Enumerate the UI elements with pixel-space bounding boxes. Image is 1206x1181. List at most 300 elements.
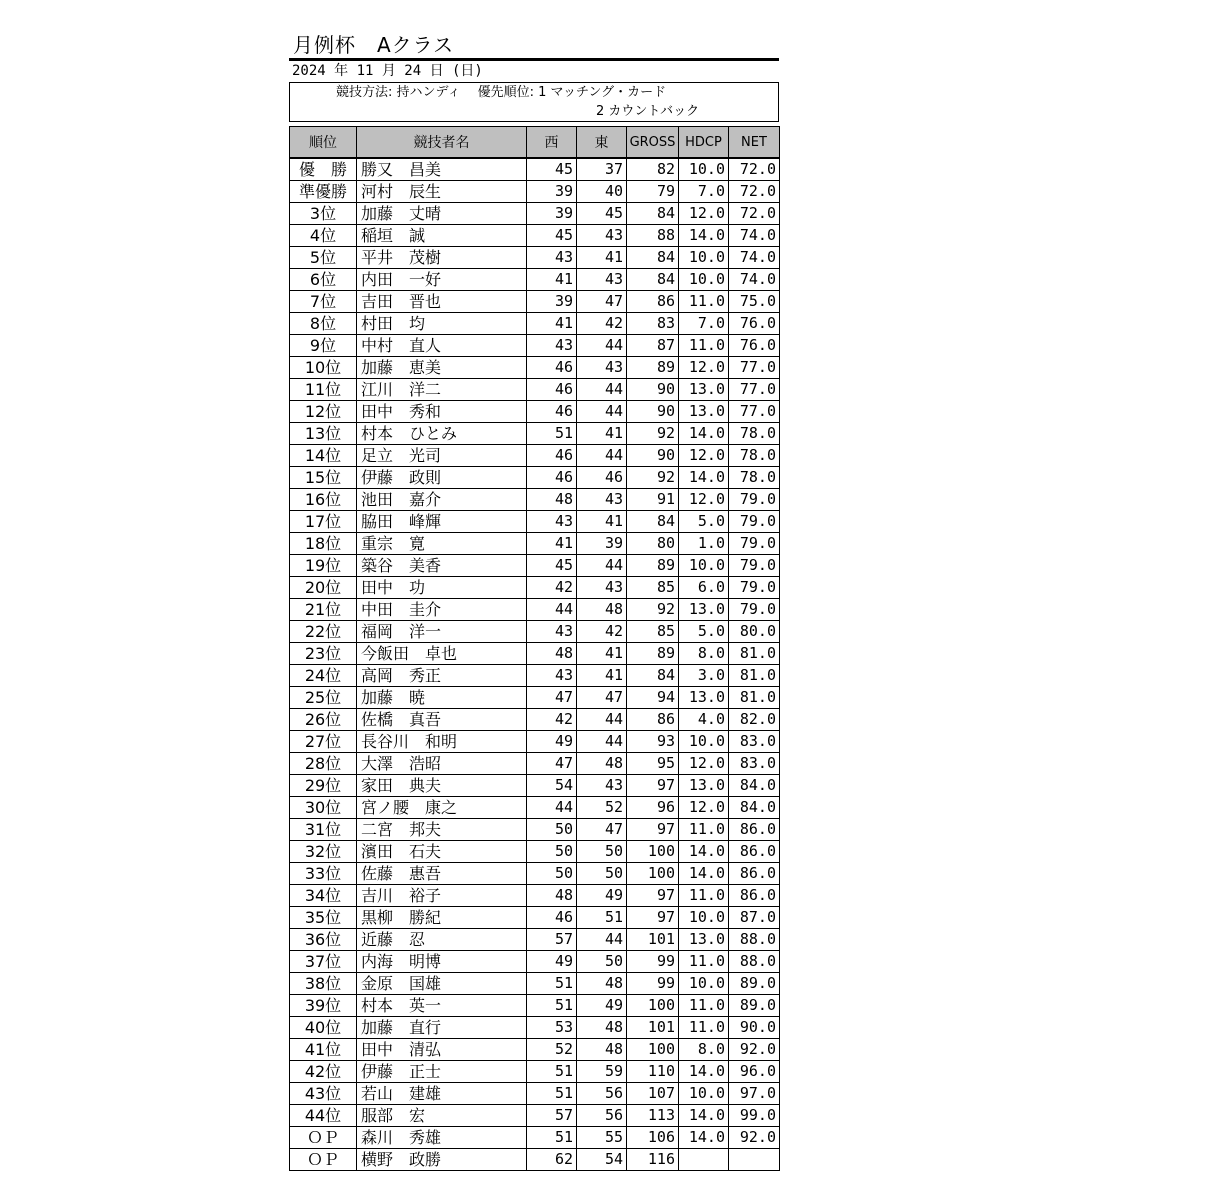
net-score-cell: 78.0 xyxy=(729,445,780,467)
header-hdcp: HDCP xyxy=(679,127,729,159)
rank-cell: 38位 xyxy=(290,973,357,995)
west-score-cell: 51 xyxy=(527,973,577,995)
table-row xyxy=(290,731,780,753)
net-score-cell: 78.0 xyxy=(729,467,780,489)
player-name-cell: 佐藤 惠吾 xyxy=(357,863,527,885)
table-row xyxy=(290,599,780,621)
player-name-cell: 横野 政勝 xyxy=(357,1149,527,1171)
east-score-cell: 41 xyxy=(577,247,627,269)
gross-score-cell: 84 xyxy=(627,665,679,687)
table-row xyxy=(290,181,780,203)
rank-cell: 24位 xyxy=(290,665,357,687)
east-score-cell: 48 xyxy=(577,599,627,621)
sheet-title: 月例杯 Aクラス xyxy=(293,33,455,57)
gross-score-cell: 79 xyxy=(627,181,679,203)
player-name-cell: 池田 嘉介 xyxy=(357,489,527,511)
table-row xyxy=(290,995,780,1017)
east-score-cell: 40 xyxy=(577,181,627,203)
rank-cell: 28位 xyxy=(290,753,357,775)
table-row xyxy=(290,1127,780,1149)
east-score-cell: 43 xyxy=(577,269,627,291)
east-score-cell: 48 xyxy=(577,1039,627,1061)
table-row xyxy=(290,973,780,995)
west-score-cell: 43 xyxy=(527,665,577,687)
table-row xyxy=(290,753,780,775)
west-score-cell: 50 xyxy=(527,841,577,863)
west-score-cell: 46 xyxy=(527,907,577,929)
competition-method-box xyxy=(289,82,779,122)
handicap-cell: 13.0 xyxy=(679,379,729,401)
gross-score-cell: 100 xyxy=(627,863,679,885)
gross-score-cell: 84 xyxy=(627,203,679,225)
handicap-cell: 14.0 xyxy=(679,467,729,489)
table-row xyxy=(290,533,780,555)
gross-score-cell: 95 xyxy=(627,753,679,775)
east-score-cell: 48 xyxy=(577,753,627,775)
west-score-cell: 46 xyxy=(527,379,577,401)
gross-score-cell: 93 xyxy=(627,731,679,753)
east-score-cell: 55 xyxy=(577,1127,627,1149)
net-score-cell: 87.0 xyxy=(729,907,780,929)
net-score-cell: 86.0 xyxy=(729,841,780,863)
table-row xyxy=(290,907,780,929)
table-row xyxy=(290,775,780,797)
handicap-cell: 10.0 xyxy=(679,247,729,269)
net-score-cell xyxy=(729,1149,780,1171)
net-score-cell: 74.0 xyxy=(729,225,780,247)
east-score-cell: 44 xyxy=(577,709,627,731)
east-score-cell: 50 xyxy=(577,863,627,885)
west-score-cell: 43 xyxy=(527,335,577,357)
gross-score-cell: 100 xyxy=(627,995,679,1017)
gross-score-cell: 116 xyxy=(627,1149,679,1171)
west-score-cell: 42 xyxy=(527,709,577,731)
table-row xyxy=(290,1017,780,1039)
rank-cell: 22位 xyxy=(290,621,357,643)
west-score-cell: 44 xyxy=(527,797,577,819)
rank-cell: 25位 xyxy=(290,687,357,709)
east-score-cell: 51 xyxy=(577,907,627,929)
rank-cell: 30位 xyxy=(290,797,357,819)
player-name-cell: 宮ノ腰 康之 xyxy=(357,797,527,819)
player-name-cell: 濱田 石夫 xyxy=(357,841,527,863)
handicap-cell: 10.0 xyxy=(679,158,729,181)
table-row xyxy=(290,885,780,907)
east-score-cell: 47 xyxy=(577,819,627,841)
net-score-cell: 81.0 xyxy=(729,643,780,665)
player-name-cell: 加藤 丈晴 xyxy=(357,203,527,225)
handicap-cell: 7.0 xyxy=(679,313,729,335)
rank-cell: 14位 xyxy=(290,445,357,467)
east-score-cell: 39 xyxy=(577,533,627,555)
east-score-cell: 41 xyxy=(577,423,627,445)
rank-cell: ＯＰ xyxy=(290,1127,357,1149)
handicap-cell: 8.0 xyxy=(679,1039,729,1061)
west-score-cell: 51 xyxy=(527,1127,577,1149)
handicap-cell: 14.0 xyxy=(679,423,729,445)
gross-score-cell: 106 xyxy=(627,1127,679,1149)
gross-score-cell: 92 xyxy=(627,599,679,621)
net-score-cell: 99.0 xyxy=(729,1105,780,1127)
net-score-cell: 84.0 xyxy=(729,775,780,797)
net-score-cell: 88.0 xyxy=(729,951,780,973)
net-score-cell: 89.0 xyxy=(729,995,780,1017)
gross-score-cell: 91 xyxy=(627,489,679,511)
west-score-cell: 46 xyxy=(527,401,577,423)
rank-cell: 33位 xyxy=(290,863,357,885)
table-row xyxy=(290,797,780,819)
table-header-row xyxy=(290,127,780,159)
gross-score-cell: 110 xyxy=(627,1061,679,1083)
table-row xyxy=(290,445,780,467)
handicap-cell: 11.0 xyxy=(679,335,729,357)
west-score-cell: 41 xyxy=(527,533,577,555)
table-row xyxy=(290,577,780,599)
table-row xyxy=(290,621,780,643)
east-score-cell: 43 xyxy=(577,577,627,599)
handicap-cell: 10.0 xyxy=(679,973,729,995)
rank-cell: 23位 xyxy=(290,643,357,665)
west-score-cell: 44 xyxy=(527,599,577,621)
net-score-cell: 72.0 xyxy=(729,158,780,181)
west-score-cell: 43 xyxy=(527,511,577,533)
net-score-cell: 81.0 xyxy=(729,687,780,709)
net-score-cell: 79.0 xyxy=(729,533,780,555)
net-score-cell: 79.0 xyxy=(729,577,780,599)
net-score-cell: 75.0 xyxy=(729,291,780,313)
handicap-cell: 8.0 xyxy=(679,643,729,665)
rank-cell: 37位 xyxy=(290,951,357,973)
player-name-cell: 加藤 暁 xyxy=(357,687,527,709)
header-net: NET xyxy=(729,127,780,159)
player-name-cell: 田中 清弘 xyxy=(357,1039,527,1061)
player-name-cell: 内田 一好 xyxy=(357,269,527,291)
gross-score-cell: 90 xyxy=(627,379,679,401)
gross-score-cell: 84 xyxy=(627,511,679,533)
handicap-cell: 11.0 xyxy=(679,291,729,313)
gross-score-cell: 97 xyxy=(627,775,679,797)
handicap-cell: 11.0 xyxy=(679,951,729,973)
handicap-cell: 14.0 xyxy=(679,863,729,885)
net-score-cell: 79.0 xyxy=(729,555,780,577)
west-score-cell: 39 xyxy=(527,291,577,313)
net-score-cell: 86.0 xyxy=(729,819,780,841)
handicap-cell: 13.0 xyxy=(679,401,729,423)
net-score-cell: 77.0 xyxy=(729,401,780,423)
handicap-cell: 6.0 xyxy=(679,577,729,599)
handicap-cell: 14.0 xyxy=(679,1061,729,1083)
east-score-cell: 44 xyxy=(577,445,627,467)
rank-cell: 26位 xyxy=(290,709,357,731)
player-name-cell: 伊藤 政則 xyxy=(357,467,527,489)
gross-score-cell: 107 xyxy=(627,1083,679,1105)
rank-cell: 優 勝 xyxy=(290,158,357,181)
handicap-cell: 10.0 xyxy=(679,907,729,929)
table-row xyxy=(290,423,780,445)
gross-score-cell: 113 xyxy=(627,1105,679,1127)
rank-cell: ＯＰ xyxy=(290,1149,357,1171)
east-score-cell: 37 xyxy=(577,158,627,181)
player-name-cell: 平井 茂樹 xyxy=(357,247,527,269)
player-name-cell: 内海 明博 xyxy=(357,951,527,973)
player-name-cell: 近藤 忍 xyxy=(357,929,527,951)
handicap-cell: 11.0 xyxy=(679,885,729,907)
player-name-cell: 村本 英一 xyxy=(357,995,527,1017)
rank-cell: 8位 xyxy=(290,313,357,335)
west-score-cell: 51 xyxy=(527,423,577,445)
gross-score-cell: 101 xyxy=(627,1017,679,1039)
handicap-cell: 14.0 xyxy=(679,1127,729,1149)
table-row xyxy=(290,709,780,731)
east-score-cell: 43 xyxy=(577,489,627,511)
handicap-cell: 4.0 xyxy=(679,709,729,731)
table-row xyxy=(290,467,780,489)
gross-score-cell: 90 xyxy=(627,401,679,423)
net-score-cell: 79.0 xyxy=(729,489,780,511)
east-score-cell: 43 xyxy=(577,357,627,379)
west-score-cell: 48 xyxy=(527,489,577,511)
rank-cell: 42位 xyxy=(290,1061,357,1083)
east-score-cell: 41 xyxy=(577,511,627,533)
handicap-cell: 11.0 xyxy=(679,995,729,1017)
east-score-cell: 44 xyxy=(577,731,627,753)
west-score-cell: 39 xyxy=(527,203,577,225)
handicap-cell: 11.0 xyxy=(679,819,729,841)
net-score-cell: 86.0 xyxy=(729,885,780,907)
handicap-cell: 12.0 xyxy=(679,753,729,775)
player-name-cell: 今飯田 卓也 xyxy=(357,643,527,665)
gross-score-cell: 89 xyxy=(627,555,679,577)
net-score-cell: 88.0 xyxy=(729,929,780,951)
west-score-cell: 46 xyxy=(527,357,577,379)
table-row xyxy=(290,489,780,511)
net-score-cell: 72.0 xyxy=(729,181,780,203)
header-west: 西 xyxy=(527,127,577,159)
west-score-cell: 54 xyxy=(527,775,577,797)
net-score-cell: 81.0 xyxy=(729,665,780,687)
handicap-cell: 14.0 xyxy=(679,1105,729,1127)
rank-cell: 36位 xyxy=(290,929,357,951)
east-score-cell: 43 xyxy=(577,775,627,797)
gross-score-cell: 84 xyxy=(627,269,679,291)
net-score-cell: 82.0 xyxy=(729,709,780,731)
table-row xyxy=(290,1083,780,1105)
table-row xyxy=(290,313,780,335)
rank-cell: 17位 xyxy=(290,511,357,533)
gross-score-cell: 86 xyxy=(627,291,679,313)
west-score-cell: 45 xyxy=(527,225,577,247)
gross-score-cell: 101 xyxy=(627,929,679,951)
player-name-cell: 家田 典夫 xyxy=(357,775,527,797)
net-score-cell: 83.0 xyxy=(729,753,780,775)
header-rank: 順位 xyxy=(290,127,357,159)
east-score-cell: 41 xyxy=(577,665,627,687)
handicap-cell: 1.0 xyxy=(679,533,729,555)
net-score-cell: 92.0 xyxy=(729,1039,780,1061)
west-score-cell: 53 xyxy=(527,1017,577,1039)
gross-score-cell: 84 xyxy=(627,247,679,269)
player-name-cell: 吉田 晋也 xyxy=(357,291,527,313)
net-score-cell: 76.0 xyxy=(729,335,780,357)
rank-cell: 6位 xyxy=(290,269,357,291)
west-score-cell: 51 xyxy=(527,1083,577,1105)
east-score-cell: 48 xyxy=(577,1017,627,1039)
results-body xyxy=(290,158,780,1171)
east-score-cell: 56 xyxy=(577,1105,627,1127)
competition-method-line1: 競技方法: 持ハンディ 優先順位: 1 マッチング・カード xyxy=(336,85,667,100)
rank-cell: 43位 xyxy=(290,1083,357,1105)
gross-score-cell: 89 xyxy=(627,357,679,379)
west-score-cell: 50 xyxy=(527,819,577,841)
east-score-cell: 44 xyxy=(577,555,627,577)
west-score-cell: 39 xyxy=(527,181,577,203)
west-score-cell: 45 xyxy=(527,158,577,181)
player-name-cell: 高岡 秀正 xyxy=(357,665,527,687)
net-score-cell: 89.0 xyxy=(729,973,780,995)
net-score-cell: 86.0 xyxy=(729,863,780,885)
east-score-cell: 50 xyxy=(577,841,627,863)
east-score-cell: 44 xyxy=(577,401,627,423)
player-name-cell: 稲垣 誠 xyxy=(357,225,527,247)
rank-cell: 39位 xyxy=(290,995,357,1017)
east-score-cell: 47 xyxy=(577,687,627,709)
rank-cell: 32位 xyxy=(290,841,357,863)
table-row xyxy=(290,863,780,885)
west-score-cell: 43 xyxy=(527,247,577,269)
west-score-cell: 57 xyxy=(527,1105,577,1127)
player-name-cell: 森川 秀雄 xyxy=(357,1127,527,1149)
gross-score-cell: 83 xyxy=(627,313,679,335)
player-name-cell: 築谷 美香 xyxy=(357,555,527,577)
player-name-cell: 脇田 峰輝 xyxy=(357,511,527,533)
west-score-cell: 41 xyxy=(527,269,577,291)
west-score-cell: 41 xyxy=(527,313,577,335)
net-score-cell: 74.0 xyxy=(729,247,780,269)
east-score-cell: 49 xyxy=(577,995,627,1017)
west-score-cell: 47 xyxy=(527,687,577,709)
net-score-cell: 78.0 xyxy=(729,423,780,445)
west-score-cell: 48 xyxy=(527,885,577,907)
player-name-cell: 加藤 直行 xyxy=(357,1017,527,1039)
results-sheet xyxy=(289,32,779,1171)
event-date: 2024 年 11 月 24 日 (日) xyxy=(292,63,483,79)
net-score-cell: 97.0 xyxy=(729,1083,780,1105)
player-name-cell: 江川 洋二 xyxy=(357,379,527,401)
player-name-cell: 金原 国雄 xyxy=(357,973,527,995)
handicap-cell: 13.0 xyxy=(679,929,729,951)
table-row xyxy=(290,1149,780,1171)
rank-cell: 20位 xyxy=(290,577,357,599)
table-row xyxy=(290,225,780,247)
rank-cell: 18位 xyxy=(290,533,357,555)
east-score-cell: 52 xyxy=(577,797,627,819)
gross-score-cell: 96 xyxy=(627,797,679,819)
gross-score-cell: 97 xyxy=(627,885,679,907)
player-name-cell: 黒柳 勝紀 xyxy=(357,907,527,929)
net-score-cell: 74.0 xyxy=(729,269,780,291)
rank-cell: 12位 xyxy=(290,401,357,423)
gross-score-cell: 80 xyxy=(627,533,679,555)
east-score-cell: 45 xyxy=(577,203,627,225)
player-name-cell: 村田 均 xyxy=(357,313,527,335)
handicap-cell: 10.0 xyxy=(679,1083,729,1105)
header-east: 東 xyxy=(577,127,627,159)
player-name-cell: 佐橋 真吾 xyxy=(357,709,527,731)
west-score-cell: 62 xyxy=(527,1149,577,1171)
rank-cell: 5位 xyxy=(290,247,357,269)
gross-score-cell: 90 xyxy=(627,445,679,467)
rank-cell: 41位 xyxy=(290,1039,357,1061)
gross-score-cell: 94 xyxy=(627,687,679,709)
east-score-cell: 44 xyxy=(577,379,627,401)
player-name-cell: 長谷川 和明 xyxy=(357,731,527,753)
gross-score-cell: 92 xyxy=(627,467,679,489)
handicap-cell: 13.0 xyxy=(679,599,729,621)
table-row xyxy=(290,665,780,687)
west-score-cell: 51 xyxy=(527,1061,577,1083)
net-score-cell: 72.0 xyxy=(729,203,780,225)
rank-cell: 40位 xyxy=(290,1017,357,1039)
east-score-cell: 56 xyxy=(577,1083,627,1105)
gross-score-cell: 97 xyxy=(627,907,679,929)
gross-score-cell: 100 xyxy=(627,841,679,863)
player-name-cell: 中田 圭介 xyxy=(357,599,527,621)
rank-cell: 27位 xyxy=(290,731,357,753)
east-score-cell: 59 xyxy=(577,1061,627,1083)
handicap-cell: 11.0 xyxy=(679,1017,729,1039)
handicap-cell: 3.0 xyxy=(679,665,729,687)
table-row xyxy=(290,247,780,269)
player-name-cell: 伊藤 正士 xyxy=(357,1061,527,1083)
table-row xyxy=(290,203,780,225)
handicap-cell: 14.0 xyxy=(679,841,729,863)
player-name-cell: 河村 辰生 xyxy=(357,181,527,203)
player-name-cell: 二宮 邦夫 xyxy=(357,819,527,841)
net-score-cell: 80.0 xyxy=(729,621,780,643)
west-score-cell: 57 xyxy=(527,929,577,951)
handicap-cell: 10.0 xyxy=(679,269,729,291)
table-row xyxy=(290,1105,780,1127)
table-row xyxy=(290,929,780,951)
competition-method-line2: 2 カウントバック xyxy=(596,104,700,119)
player-name-cell: 重宗 寛 xyxy=(357,533,527,555)
net-score-cell: 76.0 xyxy=(729,313,780,335)
table-row xyxy=(290,951,780,973)
header-gross: GROSS xyxy=(627,127,679,159)
east-score-cell: 47 xyxy=(577,291,627,313)
header-name: 競技者名 xyxy=(357,127,527,159)
table-row xyxy=(290,291,780,313)
gross-score-cell: 89 xyxy=(627,643,679,665)
net-score-cell: 96.0 xyxy=(729,1061,780,1083)
east-score-cell: 50 xyxy=(577,951,627,973)
east-score-cell: 44 xyxy=(577,335,627,357)
west-score-cell: 42 xyxy=(527,577,577,599)
east-score-cell: 42 xyxy=(577,313,627,335)
west-score-cell: 48 xyxy=(527,643,577,665)
handicap-cell: 12.0 xyxy=(679,797,729,819)
player-name-cell: 田中 功 xyxy=(357,577,527,599)
player-name-cell: 足立 光司 xyxy=(357,445,527,467)
handicap-cell: 13.0 xyxy=(679,775,729,797)
rank-cell: 21位 xyxy=(290,599,357,621)
table-row xyxy=(290,357,780,379)
player-name-cell: 若山 建雄 xyxy=(357,1083,527,1105)
handicap-cell: 5.0 xyxy=(679,511,729,533)
net-score-cell: 79.0 xyxy=(729,511,780,533)
table-row xyxy=(290,555,780,577)
rank-cell: 29位 xyxy=(290,775,357,797)
